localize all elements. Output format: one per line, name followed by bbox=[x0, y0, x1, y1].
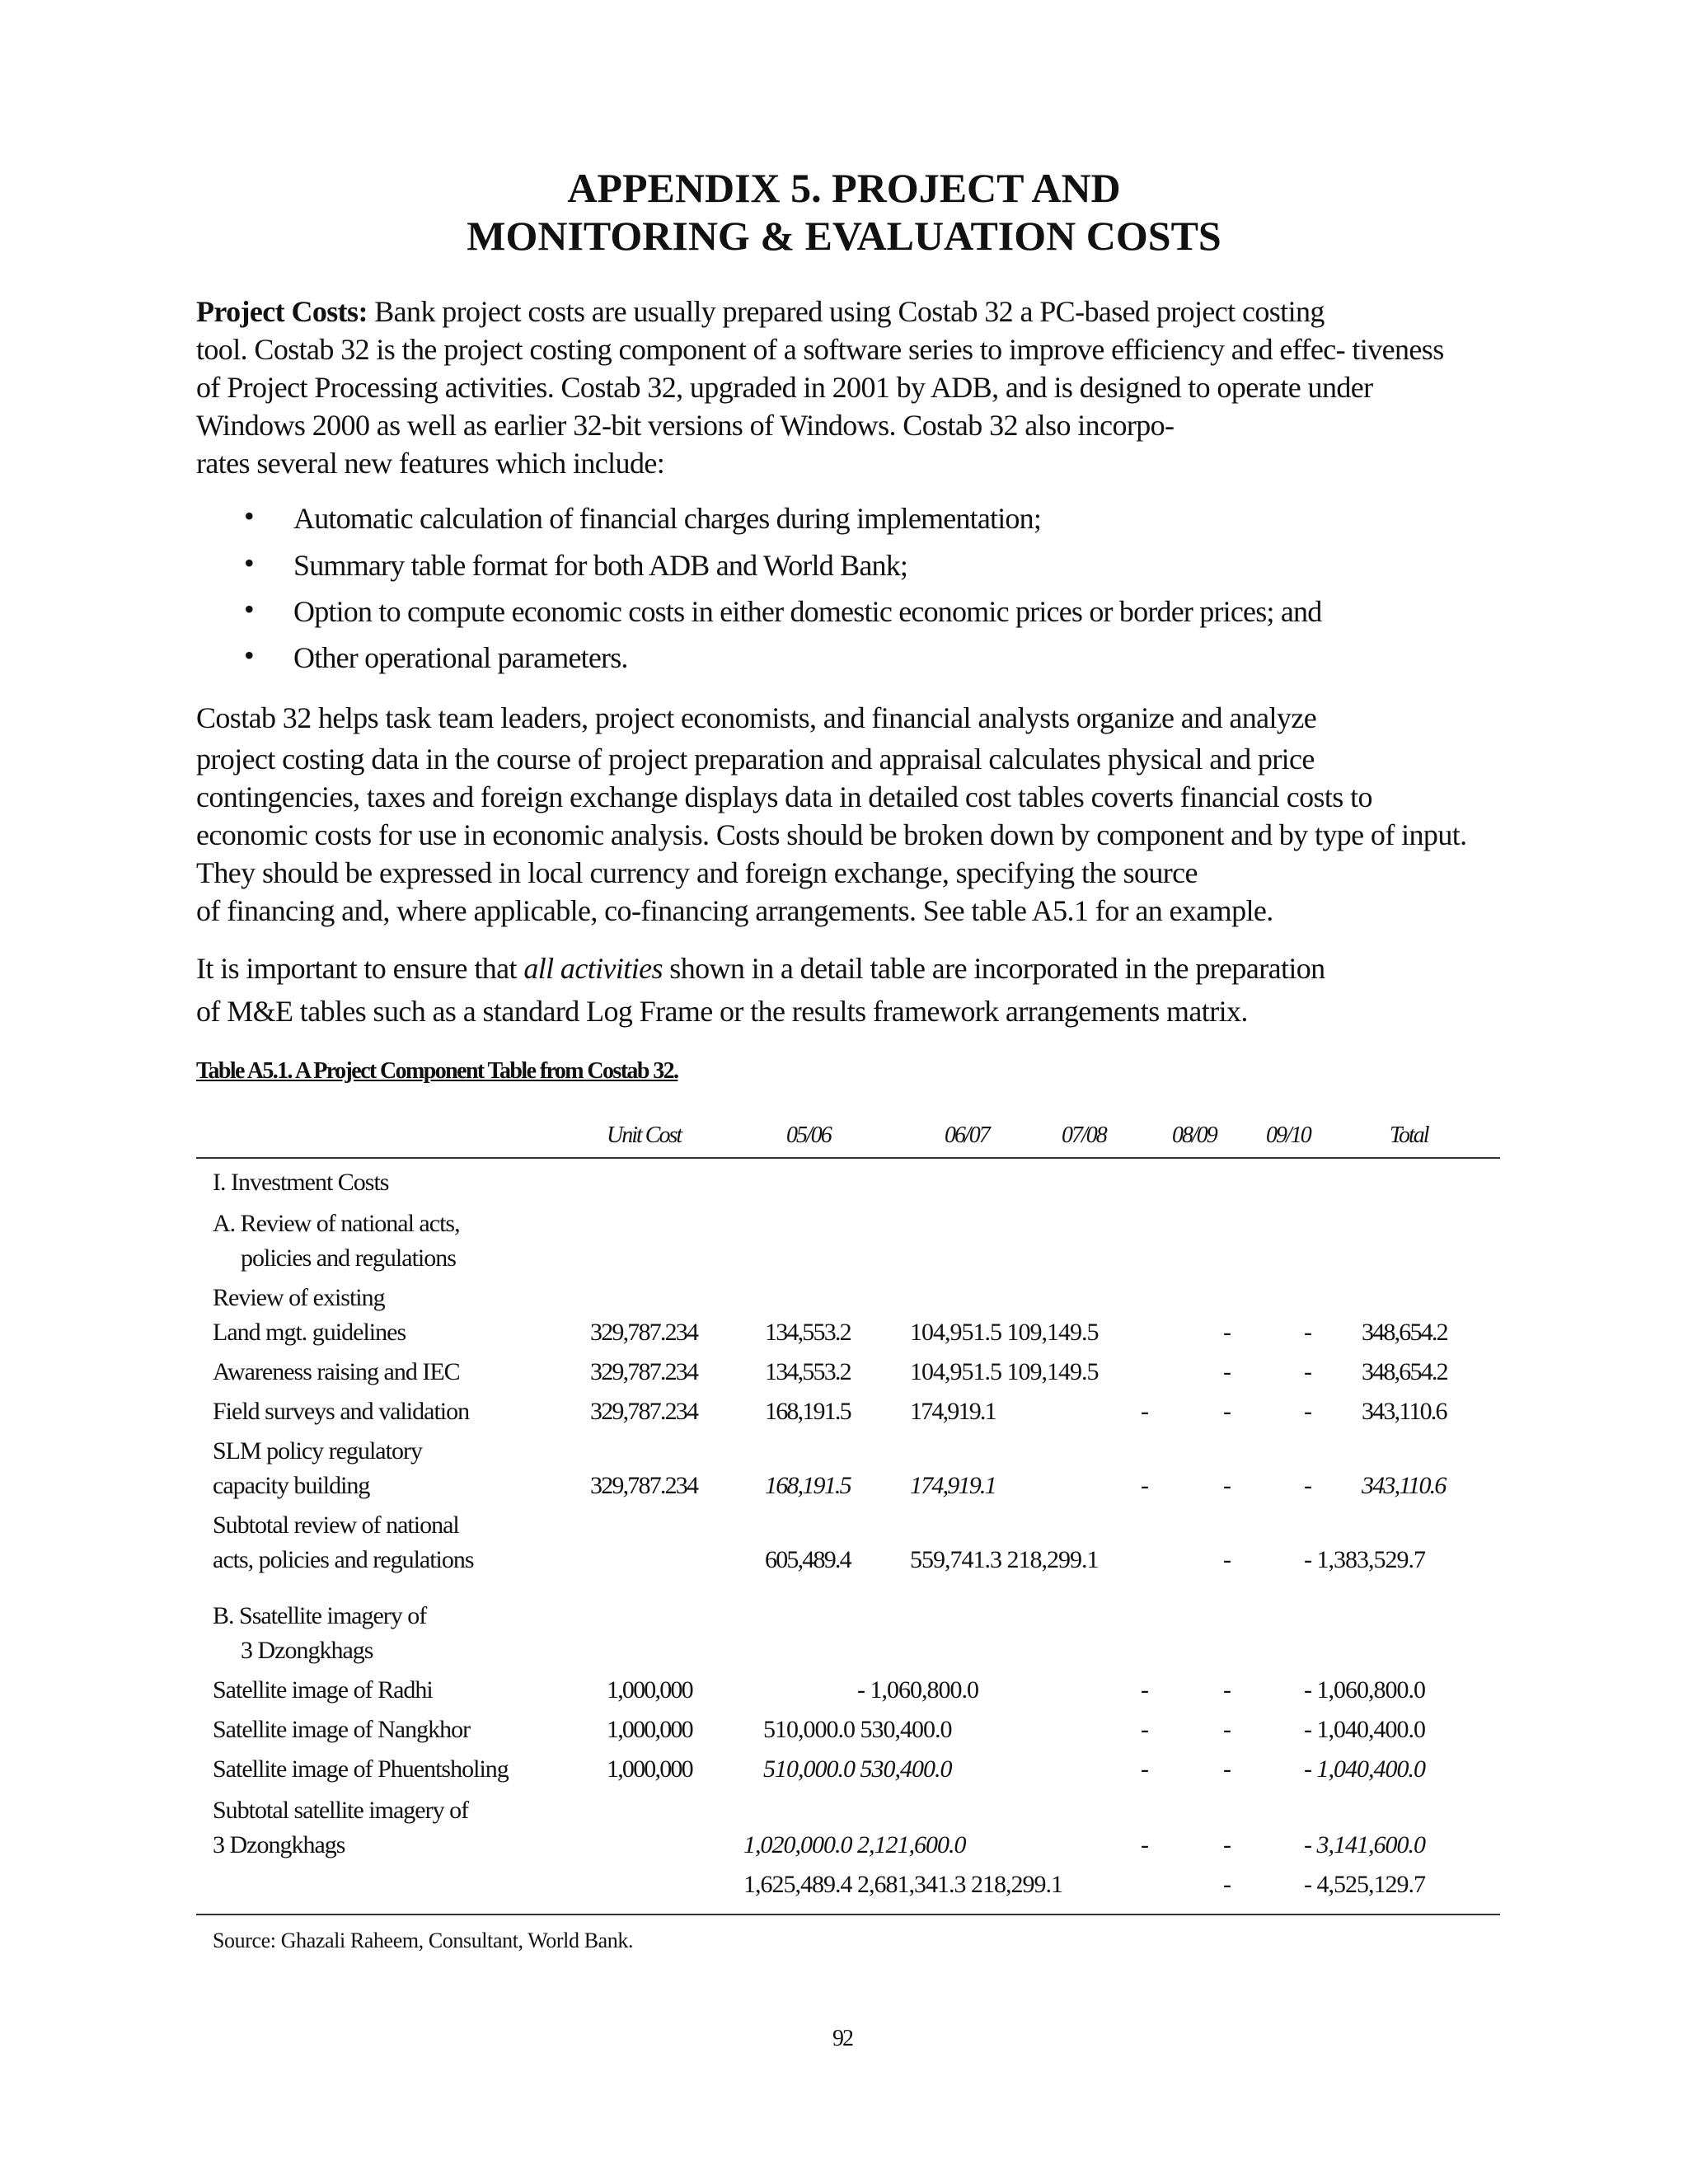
cell-0910-total: - 1,383,529.7 bbox=[1304, 1546, 1425, 1573]
table-bottom-rule bbox=[196, 1914, 1500, 1915]
cell-0506-0607: - 1,060,800.0 bbox=[857, 1676, 978, 1704]
row-label: Review of existing bbox=[213, 1284, 385, 1311]
cell-0809: - bbox=[1223, 1871, 1231, 1898]
bullet-icon: • bbox=[244, 546, 255, 579]
section-investment-costs: I. Investment Costs bbox=[213, 1169, 389, 1196]
cell-0607-0708: 559,741.3 218,299.1 bbox=[910, 1546, 1099, 1573]
cell-unit-cost: 1,000,000 bbox=[607, 1676, 692, 1704]
paragraph-1-line-3: of Project Processing activities. Costab 32, upgraded in 2001 by ADB, and is designed to operate under bbox=[196, 371, 1373, 404]
cell-0506: 168,191.5 bbox=[765, 1472, 851, 1499]
paragraph-2-line: Costab 32 helps task team leaders, project economists, and financial analysts organize and analyze bbox=[196, 701, 1317, 734]
cell-0708: - bbox=[1141, 1472, 1148, 1499]
row-label: Satellite image of Phuentsholing bbox=[213, 1755, 509, 1783]
cell-0809: - bbox=[1223, 1676, 1231, 1704]
row-label: Land mgt. guidelines bbox=[213, 1319, 406, 1346]
cell-unit-cost: 329,787.234 bbox=[590, 1472, 698, 1499]
cell-0809: - bbox=[1223, 1755, 1231, 1783]
section-b-title-cont: 3 Dzongkhags bbox=[241, 1637, 373, 1664]
cell-0708: - bbox=[1141, 1831, 1148, 1858]
cell-0809: - bbox=[1223, 1716, 1231, 1743]
paragraph-2-line: economic costs for use in economic analysis. Costs should be broken down by component and by type of input. bbox=[196, 818, 1467, 851]
bullet-icon: • bbox=[244, 639, 255, 672]
bullet-icon: • bbox=[244, 499, 255, 532]
cell-0506: 605,489.4 bbox=[765, 1546, 851, 1573]
header-0910: 09/10 bbox=[1266, 1122, 1311, 1148]
row-label: capacity building bbox=[213, 1472, 370, 1499]
bullet-item: Option to compute economic costs in either domestic economic prices or border prices; and bbox=[293, 595, 1322, 628]
cell-0506: 134,553.2 bbox=[765, 1358, 851, 1385]
row-label: Subtotal satellite imagery of bbox=[213, 1797, 469, 1824]
cell-0708: - bbox=[1141, 1755, 1148, 1783]
row-label: 3 Dzongkhags bbox=[213, 1831, 345, 1858]
row-label: Satellite image of Radhi bbox=[213, 1676, 433, 1704]
cell-unit-cost: 329,787.234 bbox=[590, 1358, 698, 1385]
cell-total: 348,654.2 bbox=[1362, 1319, 1447, 1346]
table-caption: Table A5.1. A Project Component Table from Costab 32. bbox=[196, 1058, 678, 1084]
cell-total: 343,110.6 bbox=[1362, 1398, 1447, 1425]
cell-0809: - bbox=[1223, 1358, 1231, 1385]
row-label: Field surveys and validation bbox=[213, 1398, 470, 1425]
paragraph-2-line: of financing and, where applicable, co-financing arrangements. See table A5.1 for an example. bbox=[196, 894, 1273, 927]
cell-0607-0708: 104,951.5 109,149.5 bbox=[910, 1319, 1099, 1346]
cell-0607: 174,919.1 bbox=[910, 1398, 996, 1425]
cell-0506: 168,191.5 bbox=[765, 1398, 851, 1425]
cell-total: 348,654.2 bbox=[1362, 1358, 1447, 1385]
paragraph-2-line: project costing data in the course of project preparation and appraisal calculates physical and price bbox=[196, 743, 1315, 776]
cell-0708: - bbox=[1141, 1676, 1148, 1704]
paragraph-3-line-2: of M&E tables such as a standard Log Frame or the results framework arrangements matrix. bbox=[196, 995, 1248, 1028]
cell-0910: - bbox=[1304, 1398, 1311, 1425]
cell-0506: 134,553.2 bbox=[765, 1319, 851, 1346]
page-number: 92 bbox=[832, 2026, 852, 2051]
row-label: Subtotal review of national bbox=[213, 1511, 459, 1539]
bullet-item: Automatic calculation of financial charges during implementation; bbox=[293, 502, 1042, 535]
cell-0708: - bbox=[1141, 1716, 1148, 1743]
bullet-icon: • bbox=[244, 593, 255, 626]
cell-unit-cost: 1,000,000 bbox=[607, 1755, 692, 1783]
row-label: acts, policies and regulations bbox=[213, 1546, 474, 1573]
cell-0910-total: - 1,040,400.0 bbox=[1304, 1755, 1425, 1783]
cell-unit-cost: 329,787.234 bbox=[590, 1319, 698, 1346]
cell-unit-cost: 1,000,000 bbox=[607, 1716, 692, 1743]
row-label: SLM policy regulatory bbox=[213, 1437, 422, 1465]
cell-0506-0607: 510,000.0 530,400.0 bbox=[763, 1755, 952, 1783]
section-b-title: B. Ssatellite imagery of bbox=[213, 1602, 427, 1629]
cell-unit-cost: 329,787.234 bbox=[590, 1398, 698, 1425]
cell-0910: - bbox=[1304, 1472, 1311, 1499]
paragraph-1-line-5: rates several new features which include: bbox=[196, 447, 665, 480]
header-0809: 08/09 bbox=[1172, 1122, 1217, 1148]
paragraph-2-line: contingencies, taxes and foreign exchange displays data in detailed cost tables coverts financial costs to bbox=[196, 780, 1372, 813]
bullet-item: Summary table format for both ADB and World Bank; bbox=[293, 549, 908, 582]
row-label: Awareness raising and IEC bbox=[213, 1358, 460, 1385]
cell-0607: 174,919.1 bbox=[910, 1472, 996, 1499]
cell-0809: - bbox=[1223, 1472, 1231, 1499]
paragraph-1-line-2: tool. Costab 32 is the project costing component of a software series to improve efficiency and effec- tiveness bbox=[196, 333, 1444, 366]
cell-0910-total: - 1,060,800.0 bbox=[1304, 1676, 1425, 1704]
emphasis-all-activities: all activities bbox=[523, 952, 663, 985]
paragraph-1-line-4: Windows 2000 as well as earlier 32-bit versions of Windows. Costab 32 also incorpo- bbox=[196, 409, 1175, 442]
bullet-item: Other operational parameters. bbox=[293, 641, 628, 674]
cell-0809: - bbox=[1223, 1831, 1231, 1858]
cell-total: 343,110.6 bbox=[1362, 1472, 1446, 1499]
section-a-title-cont: policies and regulations bbox=[241, 1244, 456, 1272]
page-title-line-1: APPENDIX 5. PROJECT AND bbox=[567, 165, 1121, 211]
cell-grand-total-years: 1,625,489.4 2,681,341.3 218,299.1 bbox=[743, 1871, 1062, 1898]
section-a-title: A. Review of national acts, bbox=[213, 1210, 460, 1237]
cell-0809: - bbox=[1223, 1546, 1231, 1573]
header-0708: 07/08 bbox=[1062, 1122, 1106, 1148]
header-unit-cost: Unit Cost bbox=[607, 1122, 682, 1148]
cell-0809: - bbox=[1223, 1398, 1231, 1425]
header-0506: 05/06 bbox=[786, 1122, 831, 1148]
cell-0910-total: - 4,525,129.7 bbox=[1304, 1871, 1425, 1898]
paragraph-2-line: They should be expressed in local currency and foreign exchange, specifying the source bbox=[196, 856, 1198, 889]
cell-0607-0708: 104,951.5 109,149.5 bbox=[910, 1358, 1099, 1385]
table-top-rule bbox=[196, 1157, 1500, 1159]
cell-0910: - bbox=[1304, 1319, 1311, 1346]
table-source: Source: Ghazali Raheem, Consultant, World Bank. bbox=[213, 1929, 634, 1952]
page-title-line-2: MONITORING & EVALUATION COSTS bbox=[467, 213, 1221, 259]
cell-0809: - bbox=[1223, 1319, 1231, 1346]
header-total: Total bbox=[1390, 1122, 1428, 1148]
cell-0910: - bbox=[1304, 1358, 1311, 1385]
paragraph-1-line-1: Project Costs: Bank project costs are usually prepared using Costab 32 a PC-based project costing bbox=[196, 295, 1325, 328]
cell-0910-total: - 1,040,400.0 bbox=[1304, 1716, 1425, 1743]
cell-0910-total: - 3,141,600.0 bbox=[1304, 1831, 1425, 1858]
cell-0708: - bbox=[1141, 1398, 1148, 1425]
header-0607: 06/07 bbox=[945, 1122, 989, 1148]
row-label: Satellite image of Nangkhor bbox=[213, 1716, 471, 1743]
cell-0506-0607: 510,000.0 530,400.0 bbox=[763, 1716, 952, 1743]
cell-0506-0607: 1,020,000.0 2,121,600.0 bbox=[743, 1831, 966, 1858]
paragraph-3-line-1: It is important to ensure that all activities shown in a detail table are incorporated in the preparation bbox=[196, 952, 1325, 985]
project-costs-label: Project Costs: bbox=[196, 295, 368, 328]
